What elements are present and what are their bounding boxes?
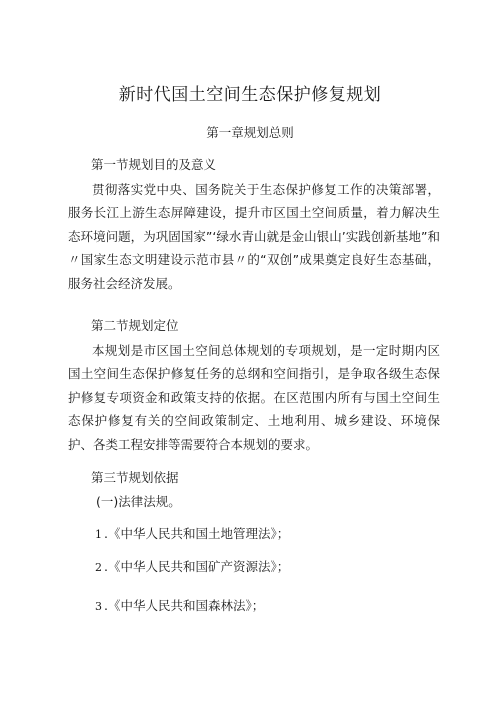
section-heading-3: 第三节规划依据 bbox=[91, 470, 179, 485]
list-item-number: 3 bbox=[95, 600, 102, 613]
sub-heading-laws: (一)法律法规。 bbox=[96, 494, 181, 509]
list-item-text: .《中华人民共和国矿产资源法》； bbox=[104, 559, 290, 574]
section-paragraph-1: 贯彻落实党中央、国务院关于生态保护修复工作的决策部署，服务长江上游生态屏障建设，提升市区国土空间质量，着力解决生态环境问题，为巩固国家”‘绿水青山就是金山银山’实践创新基地”和〃国家生态文明建设示范市县〃的“双创”成果奠定良好生态基础，服务社会经济发展。 bbox=[68, 182, 440, 291]
section-heading-1: 第一节规划目的及意义 bbox=[91, 157, 217, 172]
list-item bbox=[95, 596, 264, 614]
chapter-heading: 第一章规划总则 bbox=[206, 125, 294, 140]
section-paragraph-2: 本规划是市区国土空间总体规划的专项规划，是一定时期内区国土空间生态保护修复任务的总纲和空间指引，是争取各级生态保护修复专项资金和政策支持的依据。在区范围内所有与国土空间生态保护修复有关的空间政策制定、土地利用、城乡建设、环境保护、各类工程安排等需要符合本规划的要求。 bbox=[68, 343, 440, 452]
list-item bbox=[95, 524, 289, 542]
section-heading-2: 第二节规划定位 bbox=[91, 318, 179, 333]
list-item-text: .《中华人民共和国森林法》； bbox=[104, 598, 265, 613]
list-item-text: .《中华人民共和国土地管理法》； bbox=[104, 526, 290, 541]
list-item bbox=[95, 557, 289, 575]
list-item-number: 2 bbox=[95, 561, 102, 574]
list-item-number: 1 bbox=[95, 528, 102, 541]
document-title: 新时代国土空间生态保护修复规划 bbox=[118, 85, 382, 105]
